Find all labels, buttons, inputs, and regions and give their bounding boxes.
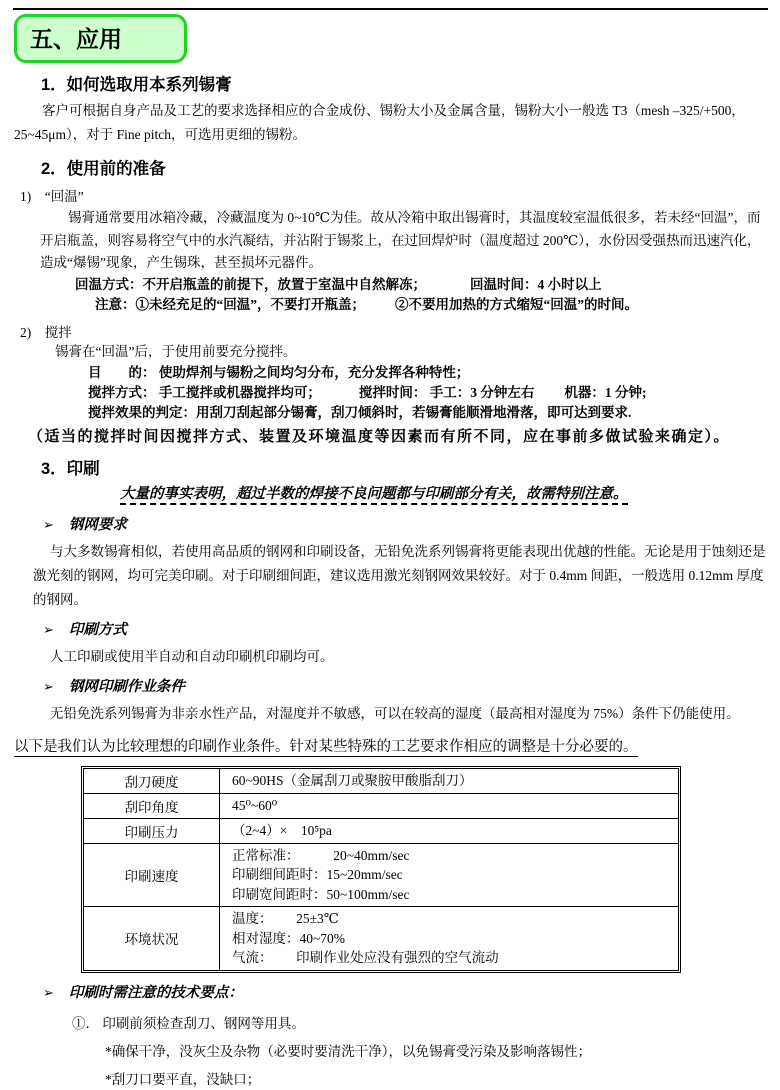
printing-notice: 大量的事实表明，超过半数的焊接不良问题都与印刷部分有关，故需特别注意。 bbox=[120, 486, 628, 505]
table-row bbox=[84, 768, 679, 793]
table-cell-label: 印刷压力 bbox=[84, 818, 220, 843]
bullet-printing-conditions bbox=[43, 677, 780, 698]
table-value-line: （2~4）× 10⁵pa bbox=[232, 822, 332, 838]
heading-preparation: 2．使用前的准备 bbox=[41, 160, 166, 178]
stir-machine-time: 机器：1 分钟; bbox=[564, 384, 647, 400]
bullet-title-stencil-requirements: 钢网要求 bbox=[68, 516, 127, 533]
section-title-box bbox=[14, 14, 187, 63]
table-value-line: 气流： 印刷作业处应没有强烈的空气流动 bbox=[232, 950, 499, 965]
stir-time: 搅拌时间： 手工：3 分钟左右 bbox=[358, 384, 535, 400]
paragraph-rewarm: 锡膏通常要用冰箱冷藏，冷藏温度为 0~10℃为佳。故从冷箱中取出锡膏时，其温度较室温低很多，若未经“回温”，而开启瓶盖，则容易将空气中的水汽凝结，并沾附于锡浆上，在过回焊炉时（温度超过 200℃），水份因受强热而迅速汽化，造成“爆锡”现象，产生锡珠，甚至损坏元器件。 bbox=[40, 210, 761, 270]
table-cell-label: 环境状况 bbox=[84, 907, 220, 971]
rewarm-note-line bbox=[95, 295, 780, 315]
list-item-stir-title: 2) 搅拌 bbox=[20, 324, 72, 340]
bullet-tech-points bbox=[43, 983, 780, 1004]
table-value-line: 印刷细间距时：15~20mm/sec bbox=[232, 867, 403, 882]
paragraph-stencil-requirements: 与大多数锡膏相似，若使用高品质的钢网和印刷设备，无铅免洗系列锡膏将更能表现出优越的性能。无论是用于蚀刻还是激光刻的钢网，均可完美印刷。对于印刷细间距，建议选用激光刻钢网效果较好。对于 0.4mm 间距，一般选用 0.12mm 厚度的钢网。 bbox=[33, 543, 766, 607]
stir-purpose-line: 目 的： 使助焊剂与锡粉之间均匀分布，充分发挥各种特性； bbox=[88, 364, 470, 380]
table-value-line: 相对湿度：40~70% bbox=[232, 930, 346, 946]
print-conditions-table bbox=[81, 766, 681, 973]
table-row bbox=[84, 843, 679, 907]
rewarm-note-2: ②不要用加热的方式缩短“回温”的时间。 bbox=[395, 296, 638, 312]
rewarm-method: 回温方式：不开启瓶盖的前提下，放置于室温中自然解冻； bbox=[75, 276, 426, 292]
heading-select-paste: 1．如何选取用本系列锡膏 bbox=[41, 76, 232, 94]
arrow-bullet-icon: ➢ bbox=[43, 679, 54, 695]
table-cell-label: 印刷速度 bbox=[84, 843, 220, 907]
table-cell-label: 刮刀硬度 bbox=[84, 768, 220, 793]
bullet-title-printing-conditions: 钢网印刷作业条件 bbox=[68, 678, 185, 695]
table-cell-value bbox=[220, 818, 679, 843]
rewarm-note-1: 注意：①未经充足的“回温”，不要打开瓶盖； bbox=[95, 296, 365, 312]
table-value-line: 温度： 25±3℃ bbox=[232, 911, 339, 926]
bullet-printing-method bbox=[43, 620, 780, 641]
top-rule bbox=[13, 8, 768, 10]
tech-point-1: ①． 印刷前须检查刮刀、钢网等用具。 bbox=[72, 1015, 305, 1031]
table-row bbox=[84, 907, 679, 971]
arrow-bullet-icon: ➢ bbox=[43, 622, 54, 638]
stir-important-note: （适当的搅拌时间因搅拌方式、装置及环境温度等因素而有所不同，应在事前多做试验来确定）。 bbox=[28, 428, 731, 445]
tech-point-1-sub-2: *刮刀口要平直，没缺口； bbox=[105, 1071, 261, 1087]
stir-method: 搅拌方式： 手工搅拌或机器搅拌均可； bbox=[88, 384, 321, 400]
paragraph-stir: 锡膏在“回温”后，于使用前要充分搅拌。 bbox=[55, 343, 297, 359]
table-value-line: 45⁰~60⁰ bbox=[232, 797, 278, 813]
rewarm-time: 回温时间：4 小时以上 bbox=[470, 276, 602, 292]
arrow-bullet-icon: ➢ bbox=[43, 985, 54, 1001]
table-cell-label: 刮印角度 bbox=[84, 793, 220, 818]
table-value-line: 60~90HS（金属刮刀或聚胺甲酸脂刮刀） bbox=[232, 772, 473, 788]
table-cell-value bbox=[220, 768, 679, 793]
table-cell-value bbox=[220, 843, 679, 907]
table-value-line: 印刷宽间距时：50~100mm/sec bbox=[232, 886, 410, 902]
bullet-title-tech-points: 印刷时需注意的技术要点： bbox=[68, 984, 243, 1001]
rewarm-method-line bbox=[75, 275, 780, 295]
section-title: 五、应用 bbox=[30, 26, 122, 52]
paragraph-select-paste: 客户可根据自身产品及工艺的要求选择相应的合金成份、锡粉大小及金属含量，锡粉大小一般选 T3（mesh –325/+500，25~45μm），对于 Fine pitch，可选用更细的锡粉。 bbox=[14, 103, 745, 142]
paragraph-printing-method: 人工印刷或使用半自动和自动印刷机印刷均可。 bbox=[50, 648, 334, 664]
bullet-title-printing-method: 印刷方式 bbox=[68, 621, 127, 638]
table-intro: 以下是我们认为比较理想的印刷作业条件。针对某些特殊的工艺要求作相应的调整是十分必要的。 bbox=[14, 738, 638, 755]
table-row bbox=[84, 793, 679, 818]
heading-printing: 3．印刷 bbox=[41, 459, 100, 478]
table-value-line: 正常标准： 20~40mm/sec bbox=[232, 847, 410, 863]
paragraph-printing-conditions: 无铅免洗系列锡膏为非亲水性产品，对湿度并不敏感，可以在较高的湿度（最高相对湿度为 75%）条件下仍能使用。 bbox=[50, 705, 740, 721]
table-intro-line bbox=[14, 736, 780, 758]
stir-judge-line: 搅拌效果的判定：用刮刀刮起部分锡膏，刮刀倾斜时，若锡膏能顺滑地滑落，即可达到要求. bbox=[88, 404, 632, 420]
bullet-stencil-requirements bbox=[43, 515, 780, 536]
table-row bbox=[84, 818, 679, 843]
list-item-rewarm-title: 1) “回温” bbox=[20, 189, 84, 204]
stir-method-line bbox=[88, 383, 780, 403]
tech-point-1-sub-1: *确保干净，没灰尘及杂物（必要时要清洗干净），以免锡膏受污染及影响落锡性； bbox=[105, 1043, 591, 1059]
table-cell-value bbox=[220, 907, 679, 971]
printing-notice-line bbox=[120, 483, 780, 505]
arrow-bullet-icon: ➢ bbox=[43, 517, 54, 533]
table-cell-value bbox=[220, 793, 679, 818]
